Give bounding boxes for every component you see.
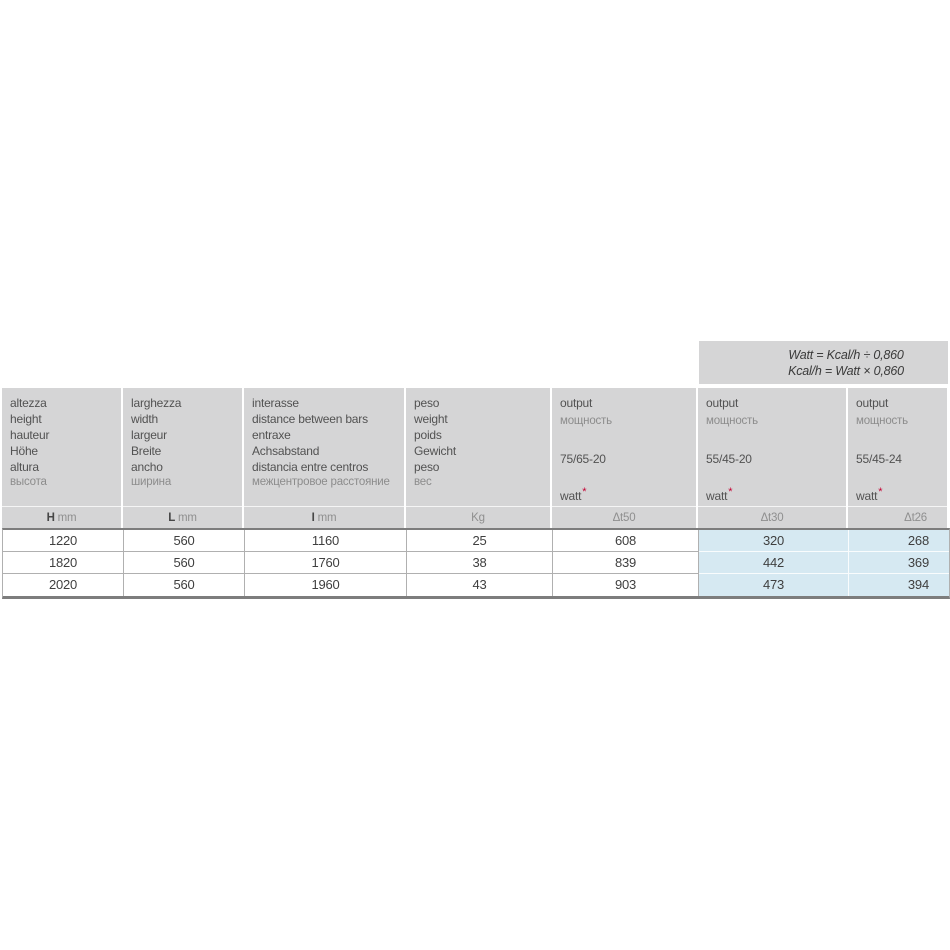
watt-label: watt*	[706, 486, 733, 503]
language-label-ru: ширина	[131, 476, 172, 488]
language-label: distancia entre centros	[252, 460, 369, 474]
footnote-asterisk: *	[582, 486, 587, 498]
temperature-ratio: 75/65-20	[560, 452, 606, 466]
language-label-ru: вес	[414, 476, 432, 488]
unit-text: Δt50	[612, 511, 636, 524]
language-label: altezza	[10, 396, 47, 410]
language-label: interasse	[252, 396, 299, 410]
language-label: altura	[10, 460, 39, 474]
column-header-labels-width	[123, 388, 242, 506]
unit-label-distance-between-bars	[244, 506, 404, 528]
column-header-output-dt26	[848, 388, 947, 528]
output-label-ru: мощность	[560, 415, 612, 427]
unit-label-height	[2, 506, 121, 528]
table-cell-output-dt30-row1: 320	[699, 530, 849, 552]
language-label: peso	[414, 460, 440, 474]
formula-line-1: Watt = Kcal/h ÷ 0,860	[788, 347, 904, 362]
table-cell-output-dt26-row3: 394	[849, 574, 949, 596]
unit-text: Δt26	[904, 511, 927, 524]
table-cell-width-row3: 560	[124, 574, 245, 596]
language-label: Höhe	[10, 444, 38, 458]
watt-label: watt*	[560, 486, 587, 503]
language-label: Gewicht	[414, 444, 456, 458]
unit-symbol: L	[168, 511, 176, 524]
table-cell-output-dt50-row2: 839	[553, 552, 699, 574]
watt-label: watt*	[856, 486, 883, 503]
language-label: height	[10, 412, 42, 426]
language-label-ru: высота	[10, 476, 47, 488]
table-cell-output-dt50-row1: 608	[553, 530, 699, 552]
column-header-labels-output-dt50	[552, 388, 696, 506]
output-label: output	[856, 396, 889, 410]
table-cell-output-dt30-row3: 473	[699, 574, 849, 596]
formula-line-2: Kcal/h = Watt × 0,860	[788, 363, 904, 378]
language-label: width	[131, 412, 159, 426]
table-cell-width-row1: 560	[124, 530, 245, 552]
language-label: Breite	[131, 444, 162, 458]
unit-label-output-dt30	[698, 506, 846, 528]
output-label-ru: мощность	[856, 415, 908, 427]
column-header-output-dt30	[698, 388, 846, 528]
language-label: hauteur	[10, 428, 50, 442]
footnote-asterisk: *	[728, 486, 733, 498]
column-header-weight	[406, 388, 550, 528]
column-header-labels-output-dt30	[698, 388, 846, 506]
language-label: peso	[414, 396, 440, 410]
unit-label-output-dt50	[552, 506, 696, 528]
language-label: distance between bars	[252, 412, 368, 426]
table-cell-distance-between-bars-row1: 1160	[245, 530, 407, 552]
column-header-labels-output-dt26	[848, 388, 947, 506]
table-cell-distance-between-bars-row2: 1760	[245, 552, 407, 574]
language-label: poids	[414, 428, 442, 442]
temperature-ratio: 55/45-24	[856, 452, 902, 466]
unit-label-width	[123, 506, 242, 528]
language-label: entraxe	[252, 428, 291, 442]
table-cell-weight-row1: 25	[407, 530, 553, 552]
output-label: output	[560, 396, 593, 410]
column-header-labels-height	[2, 388, 121, 506]
table-cell-width-row2: 560	[124, 552, 245, 574]
table-cell-output-dt26-row2: 369	[849, 552, 949, 574]
column-header-labels-distance-between-bars	[244, 388, 404, 506]
unit-symbol: I	[311, 511, 315, 524]
unit-label-output-dt26	[848, 506, 947, 528]
column-header-labels-weight	[406, 388, 550, 506]
language-label: largeur	[131, 428, 167, 442]
table-cell-height-row2: 1820	[3, 552, 124, 574]
unit-text: mm	[317, 511, 337, 524]
unit-symbol: H	[46, 511, 55, 524]
table-cell-height-row3: 2020	[3, 574, 124, 596]
spec-data-table	[2, 528, 950, 599]
table-cell-distance-between-bars-row3: 1960	[245, 574, 407, 596]
language-label: ancho	[131, 460, 163, 474]
table-cell-output-dt50-row3: 903	[553, 574, 699, 596]
unit-text: Δt30	[760, 511, 784, 524]
column-header-output-dt50	[552, 388, 696, 528]
temperature-ratio: 55/45-20	[706, 452, 752, 466]
unit-label-weight	[406, 506, 550, 528]
output-label-ru: мощность	[706, 415, 758, 427]
language-label: larghezza	[131, 396, 182, 410]
table-cell-weight-row2: 38	[407, 552, 553, 574]
table-cell-output-dt30-row2: 442	[699, 552, 849, 574]
column-header-distance-between-bars	[244, 388, 404, 528]
spec-table-header	[2, 388, 947, 528]
watt-kcal-formula-note	[699, 341, 948, 384]
footnote-asterisk: *	[878, 486, 883, 498]
unit-text: mm	[57, 511, 77, 524]
language-label: Achsabstand	[252, 444, 320, 458]
table-cell-output-dt26-row1: 268	[849, 530, 949, 552]
language-label: weight	[414, 412, 448, 426]
unit-text: mm	[178, 511, 197, 524]
column-header-height	[2, 388, 121, 528]
table-cell-height-row1: 1220	[3, 530, 124, 552]
column-header-width	[123, 388, 242, 528]
output-label: output	[706, 396, 739, 410]
unit-text: Kg	[471, 511, 485, 524]
language-label-ru: межцентровое расстояние	[252, 476, 390, 488]
table-cell-weight-row3: 43	[407, 574, 553, 596]
